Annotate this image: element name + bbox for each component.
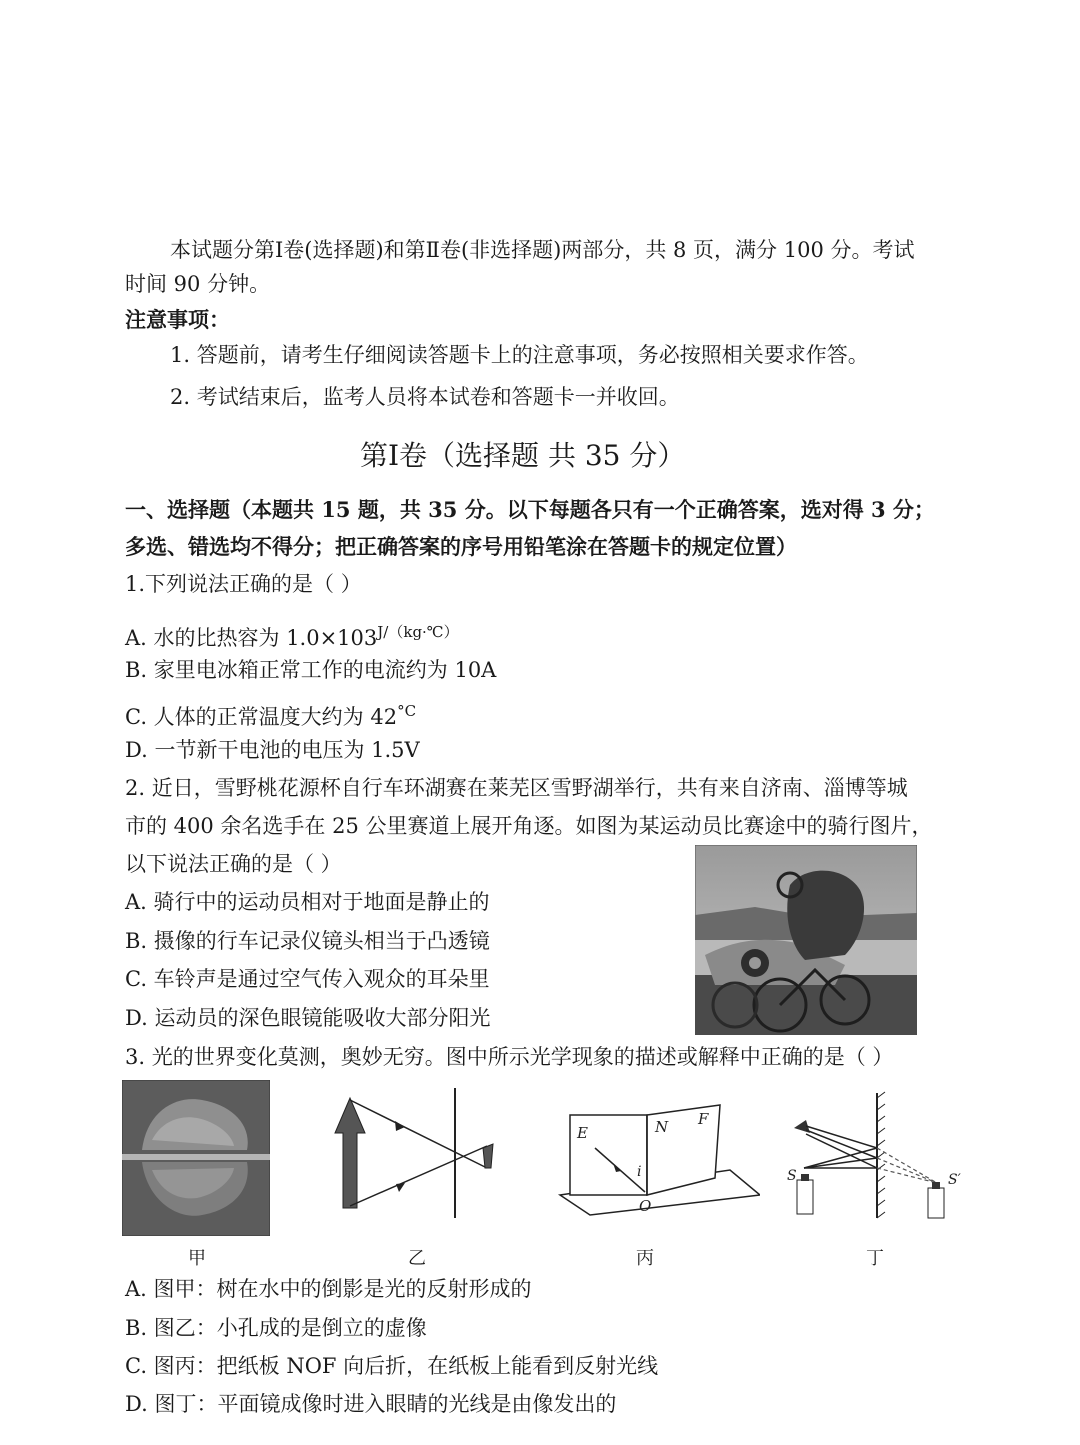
- figure-ding-plane-mirror: [782, 1088, 972, 1223]
- cyclist-photo: [695, 845, 917, 1035]
- part1-line-2: 多选、错选均不得分；把正确答案的序号用铅笔涂在答题卡的规定位置）: [125, 534, 797, 559]
- label-e: E: [577, 1124, 588, 1142]
- q2-option-b: B. 摄像的行车记录仪镜头相当于凸透镜: [125, 929, 490, 953]
- q2-option-d: D. 运动员的深色眼镜能吸收大部分阳光: [125, 1006, 491, 1030]
- q3-option-c: C. 图丙：把纸板 NOF 向后折，在纸板上能看到反射光线: [125, 1354, 659, 1378]
- q1-option-b: B. 家里电冰箱正常工作的电流约为 10A: [125, 658, 497, 682]
- q2-stem-line-2: 市的 400 余名选手在 25 公里赛道上展开角逐。如图为某运动员比赛途中的骑行图片，: [125, 814, 933, 838]
- label-s: S: [787, 1168, 797, 1184]
- q1-option-d: D. 一节新干电池的电压为 1.5V: [125, 738, 420, 762]
- notice-title: 注意事项：: [125, 307, 230, 332]
- q3-stem: 3. 光的世界变化莫测，奥妙无穷。图中所示光学现象的描述或解释中正确的是（ ）: [125, 1045, 894, 1069]
- q3-option-b: B. 图乙：小孔成的是倒立的虚像: [125, 1316, 427, 1340]
- label-o: O: [639, 1197, 652, 1215]
- label-i: i: [637, 1164, 642, 1180]
- q1-option-a: [125, 618, 459, 652]
- intro-line-2: 时间 90 分钟。: [125, 272, 271, 296]
- label-n: N: [655, 1118, 669, 1136]
- caption-yi: 乙: [408, 1248, 426, 1269]
- q2-option-a: A. 骑行中的运动员相对于地面是静止的: [125, 890, 490, 914]
- q2-stem-line-1: 2. 近日，雪野桃花源杯自行车环湖赛在莱芜区雪野湖举行，共有来自济南、淄博等城: [125, 776, 908, 800]
- q1-option-a-text: A. 水的比热容为 1.0×103: [125, 626, 378, 650]
- q1-option-c-unit: °C: [397, 702, 417, 720]
- q3-option-d: D. 图丁：平面镜成像时进入眼睛的光线是由像发出的: [125, 1392, 617, 1416]
- q2-option-c: C. 车铃声是通过空气传入观众的耳朵里: [125, 967, 490, 991]
- q1-option-a-unit: J/（kg·℃）: [377, 623, 459, 641]
- part1-line-1: 一、选择题（本题共 15 题，共 35 分。以下每题各只有一个正确答案，选对得 3 分；: [125, 497, 935, 522]
- q1-option-c: [125, 697, 416, 731]
- q2-stem-line-3: 以下说法正确的是（ ）: [125, 852, 342, 876]
- figure-bing-reflection-board: [555, 1100, 760, 1220]
- q3-option-a: A. 图甲：树在水中的倒影是光的反射形成的: [125, 1277, 532, 1301]
- q1-stem: 1.下列说法正确的是（ ）: [125, 572, 362, 596]
- q1-option-c-text: C. 人体的正常温度大约为 42: [125, 705, 398, 729]
- notice-item-1: 1. 答题前，请考生仔细阅读答题卡上的注意事项，务必按照相关要求作答。: [170, 343, 869, 367]
- caption-jia: 甲: [188, 1248, 206, 1269]
- caption-bing: 丙: [636, 1248, 654, 1269]
- notice-item-2: 2. 考试结束后，监考人员将本试卷和答题卡一并收回。: [170, 385, 680, 409]
- intro-line-1: 本试题分第Ⅰ卷(选择题)和第Ⅱ卷(非选择题)两部分，共 8 页，满分 100 分。考试: [170, 238, 915, 262]
- figure-yi-pinhole-diagram: [325, 1088, 500, 1218]
- caption-ding: 丁: [866, 1248, 884, 1269]
- label-f: F: [698, 1110, 709, 1128]
- section-title: 第Ⅰ卷（选择题 共 35 分）: [360, 439, 686, 472]
- figure-jia-reflection-photo: [122, 1080, 270, 1236]
- label-s-prime: S′: [948, 1172, 961, 1188]
